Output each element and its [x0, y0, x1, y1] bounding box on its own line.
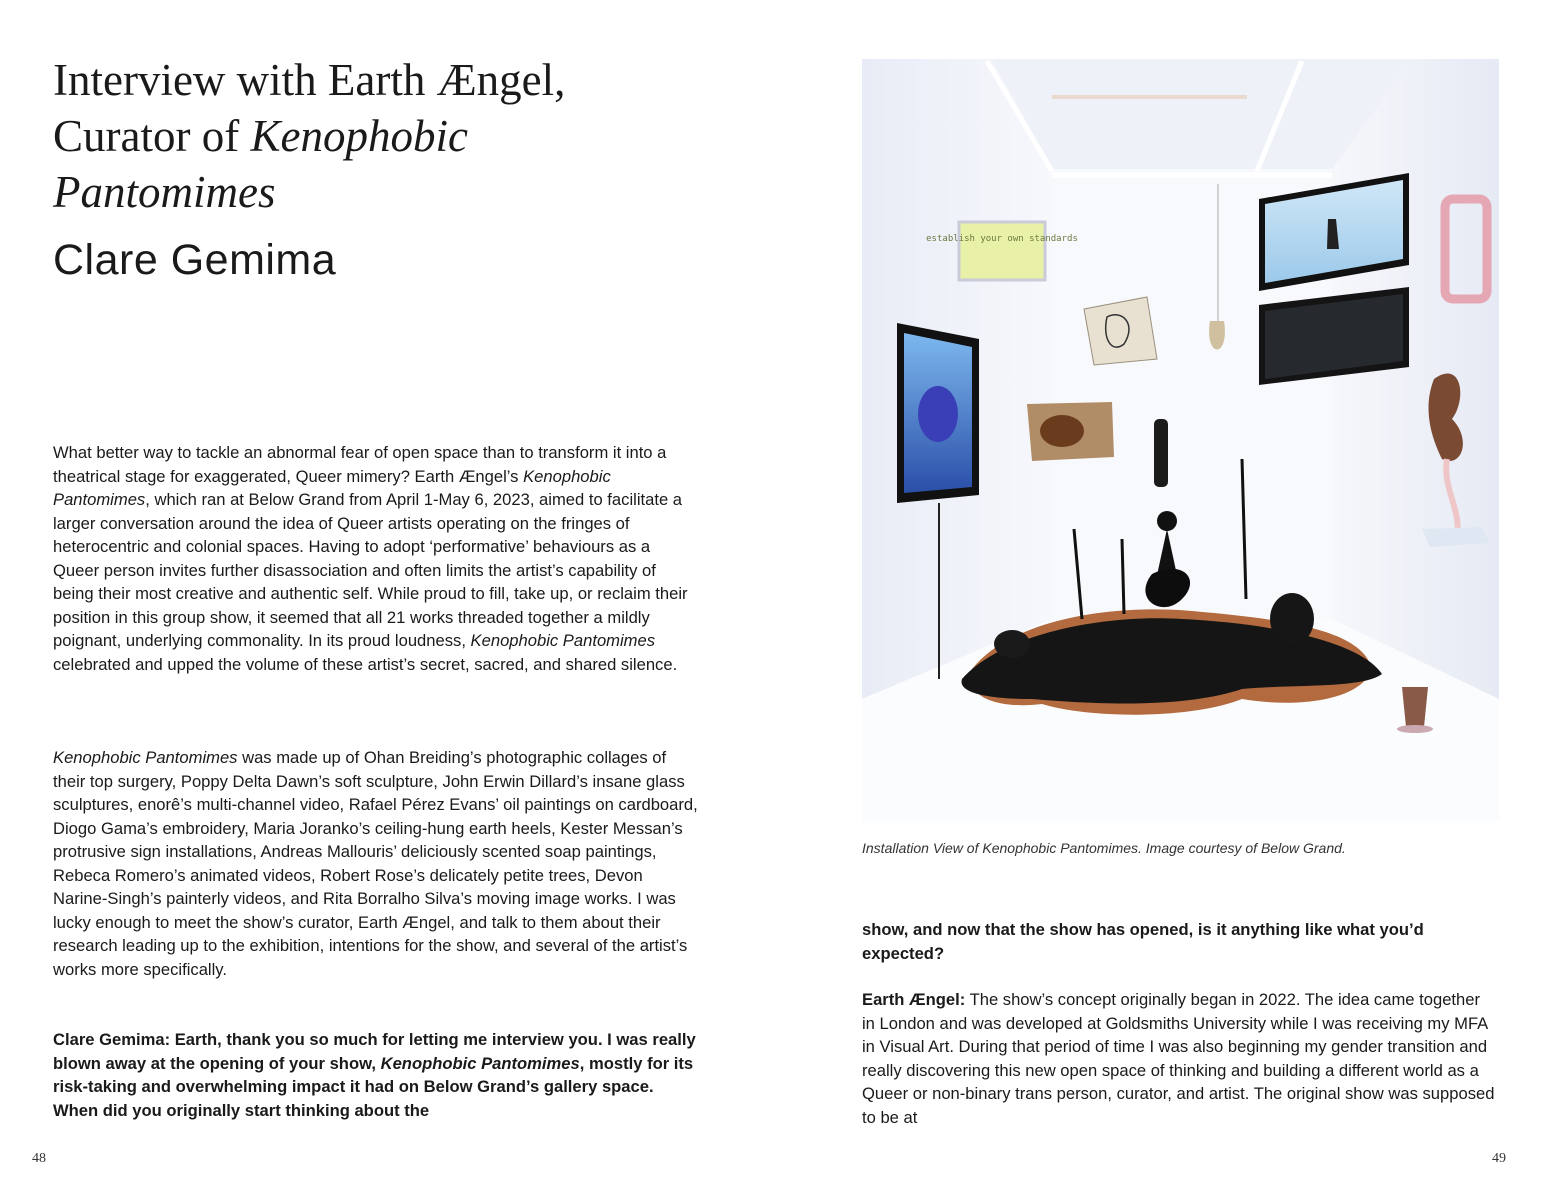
interview-question: [53, 1028, 698, 1122]
intro-paragraph: [53, 441, 698, 676]
text-run: Clare Gemima: Earth, thank you so much for letting me interview you. I was really blown away at the opening of your show,: [53, 1030, 696, 1073]
text-run: , which ran at Below Grand from April 1-May 6, 2023, aimed to facilitate a larger conversation around the idea of Queer artists operating on the fringes of heterocentric and colonial spaces. Having to adopt ‘performative’ behaviours as a Queer person invites further disassociation and often limits the artist’s capability of being their most creative and authentic self. While proud to fill, take up, or reclaim their position in this group show, it seemed that all 21 works threaded together a mildly poignant, underlying commonality. In its proud loudness,: [53, 490, 688, 650]
artists-paragraph: [53, 746, 698, 981]
author-name: Clare Gemima: [53, 236, 337, 284]
interview-answer: [862, 988, 1497, 1129]
title-line-2-prefix: Curator of: [53, 111, 251, 161]
sign-text: establish your own standards: [926, 234, 1078, 244]
italic-run: Kenophobic Pantomimes: [53, 466, 611, 509]
text-run: The show’s concept originally began in 2022. The idea came together in London and was developed at Goldsmiths University while I was receiving my MFA in Visual Art. During that period of time I was also beginning my gender transition and really discovering this new open space of thinking and building a different world as a Queer or non-binary trans person, curator, and artist. The original show was supposed to be at: [862, 990, 1495, 1127]
photo-caption: Installation View of Kenophobic Pantomimes. Image courtesy of Below Grand.: [862, 840, 1346, 856]
sculpture-stem-3: [1122, 539, 1124, 614]
screen-figure: [918, 386, 958, 442]
installation-photo: [862, 59, 1499, 821]
italic-run: Kenophobic Pantomimes: [380, 1053, 580, 1073]
title-line-3-italic: Pantomimes: [53, 167, 276, 217]
vessel-mirror: [1397, 725, 1433, 733]
collage-artwork: [1084, 297, 1157, 365]
italic-run: Kenophobic Pantomimes: [53, 748, 238, 767]
text-run: , mostly for its risk-taking and overwhelming impact it had on Below Grand’s gallery space. When did you originally start thinking about the: [53, 1053, 694, 1120]
page-number-right: 49: [1492, 1151, 1506, 1166]
italic-run: Kenophobic Pantomimes: [470, 631, 656, 650]
sculpture-pod: [1270, 593, 1314, 645]
right-wall: [1332, 59, 1499, 699]
hanging-black-sculpture: [1154, 419, 1168, 487]
title-line-1: Interview with Earth Ængel,: [53, 55, 566, 105]
sign-artwork: [959, 222, 1045, 280]
text-run: celebrated and upped the volume of these artist’s secret, sacred, and shared silence.: [53, 654, 678, 674]
text-run: What better way to tackle an abnormal fear of open space than to transform it into a theatrical stage for exaggerated, Queer mimery? Earth Ængel’s: [53, 443, 667, 486]
small-vessel: [1402, 687, 1428, 727]
interview-question-continued: [862, 918, 1497, 965]
cardboard-painting-mark: [1040, 415, 1084, 447]
article-title: [53, 52, 753, 220]
sculpture-head: [1157, 511, 1177, 531]
speaker-label: Earth Ængel:: [862, 990, 966, 1009]
text-run: show, and now that the show has opened, is it anything like what you’d expected?: [862, 920, 1424, 963]
sculpture-pod-left: [994, 630, 1030, 658]
page-number-left: 48: [32, 1151, 46, 1166]
text-run: was made up of Ohan Breiding’s photographic collages of their top surgery, Poppy Delta Dawn’s soft sculpture, John Erwin Dillard’s insane glass sculptures, enorê’s multi-channel video, Rafael Pérez Evans’ oil paintings on cardboard, Diogo Gama’s embroidery, Maria Joranko’s ceiling-hung earth heels, Kester Messan’s protrusive sign installations, Andreas Mallouris’ deliciously scented soap paintings, Rebeca Romero’s animated videos, Robert Rose’s delicately petite trees, Devon Narine-Singh’s painterly videos, and Rita Borralho Silva’s moving image works. I was lucky enough to meet the show’s curator, Earth Ængel, and talk to them about their research leading up to the exhibition, intentions for the show, and several of the artist’s works more specifically.: [53, 748, 698, 979]
title-line-2-italic: Kenophobic: [250, 111, 468, 161]
